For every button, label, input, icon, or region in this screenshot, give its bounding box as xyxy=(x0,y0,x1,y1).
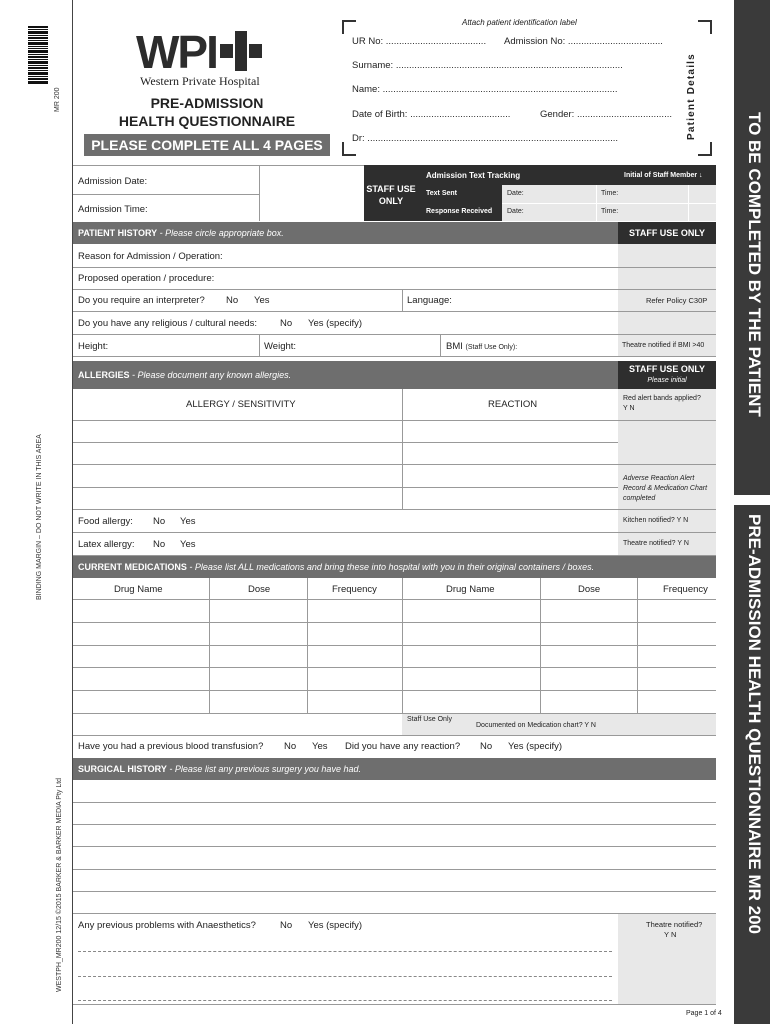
rule xyxy=(596,185,597,221)
rule xyxy=(73,267,716,268)
allergies-staff-header xyxy=(618,361,716,389)
rule xyxy=(73,289,716,290)
adverse-reaction-note: Adverse Reaction Alert Record & Medication Chart completed xyxy=(623,475,708,502)
latex-allergy-no[interactable]: No xyxy=(153,539,166,550)
rule xyxy=(73,713,716,714)
rule xyxy=(688,185,689,221)
received-date-label: Date: xyxy=(507,208,524,215)
rule xyxy=(259,165,260,221)
transfusion-label: Have you had a previous blood transfusion? xyxy=(78,741,264,752)
title-line-1: PRE-ADMISSION xyxy=(150,95,264,111)
staff-use-only-box: STAFF USE ONLY xyxy=(364,165,418,221)
rule xyxy=(73,442,618,443)
admission-time-label: Admission Time: xyxy=(78,204,148,215)
documented-medication-chart[interactable]: Documented on Medication chart? Y N xyxy=(476,722,596,729)
specify-line-2[interactable] xyxy=(78,976,612,977)
tracking-title: Admission Text Tracking xyxy=(426,171,521,180)
rule xyxy=(73,645,716,646)
section-title: SURGICAL HISTORY xyxy=(78,764,167,774)
form-title xyxy=(84,94,330,130)
staff-use-only-label: Staff Use Only xyxy=(407,716,453,723)
name-field[interactable]: Name: ......................................................................................... xyxy=(352,84,618,95)
anaesthetics-yes[interactable]: Yes (specify) xyxy=(308,920,363,931)
specify-line-1[interactable] xyxy=(78,951,612,952)
rule xyxy=(73,194,259,195)
drug-name-header-left: Drug Name xyxy=(114,584,163,595)
language-field[interactable]: Language: xyxy=(407,295,452,306)
height-field[interactable]: Height: xyxy=(78,341,109,352)
rule xyxy=(73,846,716,847)
sent-time-label: Time: xyxy=(601,190,619,197)
kitchen-notified[interactable]: Kitchen notified? Y N xyxy=(623,517,689,524)
rule xyxy=(73,1004,716,1005)
section-instruction: - Please circle appropriate box. xyxy=(157,228,284,238)
please-initial: Please initial xyxy=(647,377,687,384)
reaction-label: Did you have any reaction? xyxy=(345,741,461,752)
red-bands-label: Red alert bands applied? xyxy=(623,395,701,402)
interpreter-no[interactable]: No xyxy=(226,295,239,306)
patient-history-header xyxy=(73,222,618,244)
rule xyxy=(73,334,716,335)
patient-details-label: Patient Details xyxy=(686,53,697,140)
rule xyxy=(637,578,638,713)
frequency-header-left: Frequency xyxy=(332,584,377,595)
complete-all-pages-banner: PLEASE COMPLETE ALL 4 PAGES xyxy=(84,134,330,156)
admission-date-label: Admission Date: xyxy=(78,176,148,187)
rule xyxy=(73,311,716,312)
corner-br xyxy=(698,142,712,156)
rule xyxy=(502,203,716,204)
rule xyxy=(73,599,716,600)
side-bar xyxy=(734,0,770,1024)
corner-tr xyxy=(698,20,712,34)
received-time-label: Time: xyxy=(601,208,619,215)
margin-divider xyxy=(72,0,73,1024)
anaesthetic-theatre-notified: Theatre notified? xyxy=(646,920,703,929)
rule xyxy=(259,334,260,356)
interpreter-yes[interactable]: Yes xyxy=(254,295,270,306)
food-allergy-label: Food allergy: xyxy=(78,516,133,527)
rule xyxy=(73,622,716,623)
reason-label[interactable]: Reason for Admission / Operation: xyxy=(78,251,223,262)
section-title: ALLERGIES xyxy=(78,370,130,380)
rule xyxy=(73,824,716,825)
allergy-staff-column[interactable] xyxy=(618,389,716,555)
surgical-history-header xyxy=(73,758,716,780)
allergies-header xyxy=(73,361,618,389)
rule xyxy=(73,487,618,488)
response-received-label: Response Received xyxy=(426,208,493,215)
staff-use-only: STAFF USE ONLY xyxy=(628,364,705,374)
bmi-note: (Staff Use Only): xyxy=(465,344,518,351)
latex-allergy-label: Latex allergy: xyxy=(78,539,135,550)
doctor-field[interactable]: Dr: ............................................................................................... xyxy=(352,133,619,144)
religious-no[interactable]: No xyxy=(280,318,293,329)
rule xyxy=(73,509,716,510)
staff-use-header: STAFF USE ONLY xyxy=(618,222,716,244)
interpreter-label: Do you require an interpreter? xyxy=(78,295,205,306)
dose-header-right: Dose xyxy=(578,584,601,595)
transfusion-no[interactable]: No xyxy=(284,741,297,752)
side-text-bottom: PRE-ADMISSION HEALTH QUESTIONNAIRE MR 200 xyxy=(745,514,764,935)
wpi-logo xyxy=(136,30,286,74)
surname-field[interactable]: Surname: ...................................................................................... xyxy=(352,60,623,71)
gender-field[interactable]: Gender: .................................... xyxy=(540,109,672,120)
page-number: Page 1 of 4 xyxy=(686,1010,722,1017)
medications-header xyxy=(73,556,716,578)
food-allergy-no[interactable]: No xyxy=(153,516,166,527)
rule xyxy=(73,356,716,357)
specify-line-3[interactable] xyxy=(78,1000,612,1001)
binding-margin xyxy=(0,0,72,1024)
rule xyxy=(73,532,716,533)
section-instruction: - Please list ALL medications and bring these into hospital with you in their original containers / boxes. xyxy=(186,562,595,572)
binding-margin-note: BINDING MARGIN – DO NOT WRITE IN THIS AREA xyxy=(36,434,43,600)
bmi-field[interactable] xyxy=(446,341,517,352)
rule xyxy=(73,464,716,465)
section-title: CURRENT MEDICATIONS xyxy=(78,562,187,572)
corner-tl xyxy=(342,20,356,34)
sent-date-label: Date: xyxy=(507,190,524,197)
rule xyxy=(73,802,716,803)
ur-no-field[interactable]: UR No: ...................................... xyxy=(352,36,487,47)
rule xyxy=(440,334,441,356)
anaesthetics-no[interactable]: No xyxy=(280,920,293,931)
text-sent-label: Text Sent xyxy=(426,190,457,197)
religious-yes[interactable]: Yes (specify) xyxy=(308,318,363,329)
theatre-notified-latex[interactable]: Theatre notified? Y N xyxy=(623,540,689,547)
attach-label-note: Attach patient identification label xyxy=(462,18,577,27)
section-instruction: - Please list any previous surgery you have had. xyxy=(166,764,361,774)
rule xyxy=(307,578,308,713)
rule xyxy=(540,578,541,713)
svg-text:WPI: WPI xyxy=(136,30,217,74)
refer-policy: Refer Policy C30P xyxy=(646,296,708,305)
rule xyxy=(73,667,716,668)
section-title: PATIENT HISTORY xyxy=(78,228,158,238)
food-allergy-yes[interactable]: Yes xyxy=(180,516,196,527)
dose-header-left: Dose xyxy=(248,584,271,595)
barcode-icon xyxy=(28,26,48,84)
reaction-column-header: REACTION xyxy=(488,399,538,410)
dob-field[interactable]: Date of Birth: ...................................... xyxy=(352,109,511,120)
reaction-no[interactable]: No xyxy=(480,741,493,752)
margin-mr-code: MR 200 xyxy=(54,87,61,112)
hospital-name: Western Private Hospital xyxy=(140,74,260,88)
weight-field[interactable]: Weight: xyxy=(264,341,297,352)
corner-bl xyxy=(342,142,356,156)
rule xyxy=(402,289,403,311)
drug-name-header-right: Drug Name xyxy=(446,584,495,595)
section-instruction: - Please document any known allergies. xyxy=(129,370,292,380)
proposed-label[interactable]: Proposed operation / procedure: xyxy=(78,273,215,284)
bmi-label: BMI xyxy=(446,341,463,352)
religious-label: Do you have any religious / cultural needs: xyxy=(78,318,258,329)
rule xyxy=(73,735,716,736)
staff-initial-label: Initial of Staff Member ↓ xyxy=(624,172,703,179)
transfusion-yes[interactable]: Yes xyxy=(312,741,328,752)
latex-allergy-yes[interactable]: Yes xyxy=(180,539,196,550)
rule xyxy=(73,891,716,892)
footer-code: WESTPH_MR200 12/15 ©2015 BARKER & BARKER MEDIA Pty Ltd xyxy=(56,777,63,992)
side-text-top: TO BE COMPLETED BY THE PATIENT xyxy=(745,112,764,417)
patient-label-area[interactable] xyxy=(342,18,712,156)
rule xyxy=(402,389,403,509)
rule xyxy=(73,420,716,421)
allergy-column-header: ALLERGY / SENSITIVITY xyxy=(186,399,296,410)
anaesthetic-yn[interactable]: Y N xyxy=(664,930,677,939)
title-line-2: HEALTH QUESTIONNAIRE xyxy=(118,113,296,129)
frequency-header-right: Frequency xyxy=(663,584,708,595)
anaesthetics-label: Any previous problems with Anaesthetics? xyxy=(78,920,256,931)
reaction-yes[interactable]: Yes (specify) xyxy=(508,741,563,752)
rule xyxy=(73,690,716,691)
admission-no-field[interactable]: Admission No: .................................... xyxy=(504,36,663,47)
theatre-bmi-note: Theatre notified if BMI >40 xyxy=(622,342,705,349)
rule xyxy=(73,869,716,870)
red-bands-yn[interactable]: Y N xyxy=(623,405,635,412)
rule xyxy=(402,578,403,713)
rule xyxy=(209,578,210,713)
